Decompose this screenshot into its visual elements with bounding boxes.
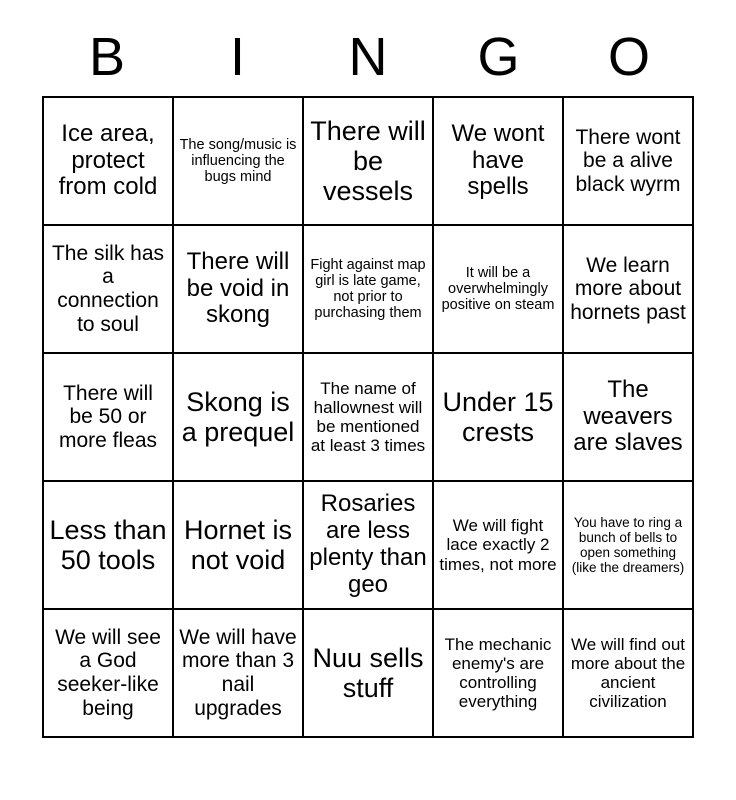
bingo-header <box>42 26 694 88</box>
bingo-cell[interactable]: There will be vessels <box>303 97 433 225</box>
bingo-header-letter-n: N <box>348 27 388 87</box>
bingo-cell[interactable]: We will fight lace exactly 2 times, not more <box>433 481 563 609</box>
bingo-cell[interactable]: The silk has a connection to soul <box>43 225 173 353</box>
bingo-cell[interactable]: Under 15 crests <box>433 353 563 481</box>
bingo-cell[interactable]: We will see a God seeker-like being <box>43 609 173 737</box>
bingo-row <box>43 353 693 481</box>
bingo-cell[interactable]: Ice area, protect from cold <box>43 97 173 225</box>
bingo-cell[interactable]: The song/music is influencing the bugs mind <box>173 97 303 225</box>
bingo-row <box>43 225 693 353</box>
bingo-cell[interactable]: The name of hallownest will be mentioned at least 3 times <box>303 353 433 481</box>
bingo-row <box>43 97 693 225</box>
bingo-cell[interactable]: There wont be a alive black wyrm <box>563 97 693 225</box>
bingo-header-letter-o: O <box>607 27 650 87</box>
bingo-cell[interactable]: Nuu sells stuff <box>303 609 433 737</box>
bingo-row <box>43 609 693 737</box>
bingo-cell[interactable]: There will be void in skong <box>173 225 303 353</box>
bingo-cell[interactable]: Fight against map girl is late game, not prior to purchasing them <box>303 225 433 353</box>
bingo-cell[interactable]: We wont have spells <box>433 97 563 225</box>
bingo-cell[interactable]: Less than 50 tools <box>43 481 173 609</box>
bingo-header-letter-b: B <box>88 27 126 87</box>
bingo-cell[interactable]: Rosaries are less plenty than geo <box>303 481 433 609</box>
bingo-row <box>43 481 693 609</box>
bingo-cell[interactable]: The weavers are slaves <box>563 353 693 481</box>
bingo-cell[interactable]: The mechanic enemy's are controlling everything <box>433 609 563 737</box>
bingo-cell[interactable]: We will find out more about the ancient civilization <box>563 609 693 737</box>
bingo-cell[interactable]: We will have more than 3 nail upgrades <box>173 609 303 737</box>
bingo-cell[interactable]: There will be 50 or more fleas <box>43 353 173 481</box>
bingo-header-letter-i: I <box>229 27 245 87</box>
bingo-grid <box>42 96 694 738</box>
bingo-cell[interactable]: Skong is a prequel <box>173 353 303 481</box>
bingo-header-letter-g: G <box>477 27 520 87</box>
bingo-cell[interactable]: You have to ring a bunch of bells to open something (like the dreamers) <box>563 481 693 609</box>
bingo-cell[interactable]: Hornet is not void <box>173 481 303 609</box>
bingo-cell[interactable]: We learn more about hornets past <box>563 225 693 353</box>
bingo-grid-body <box>43 97 693 737</box>
bingo-cell[interactable]: It will be a overwhelmingly positive on steam <box>433 225 563 353</box>
